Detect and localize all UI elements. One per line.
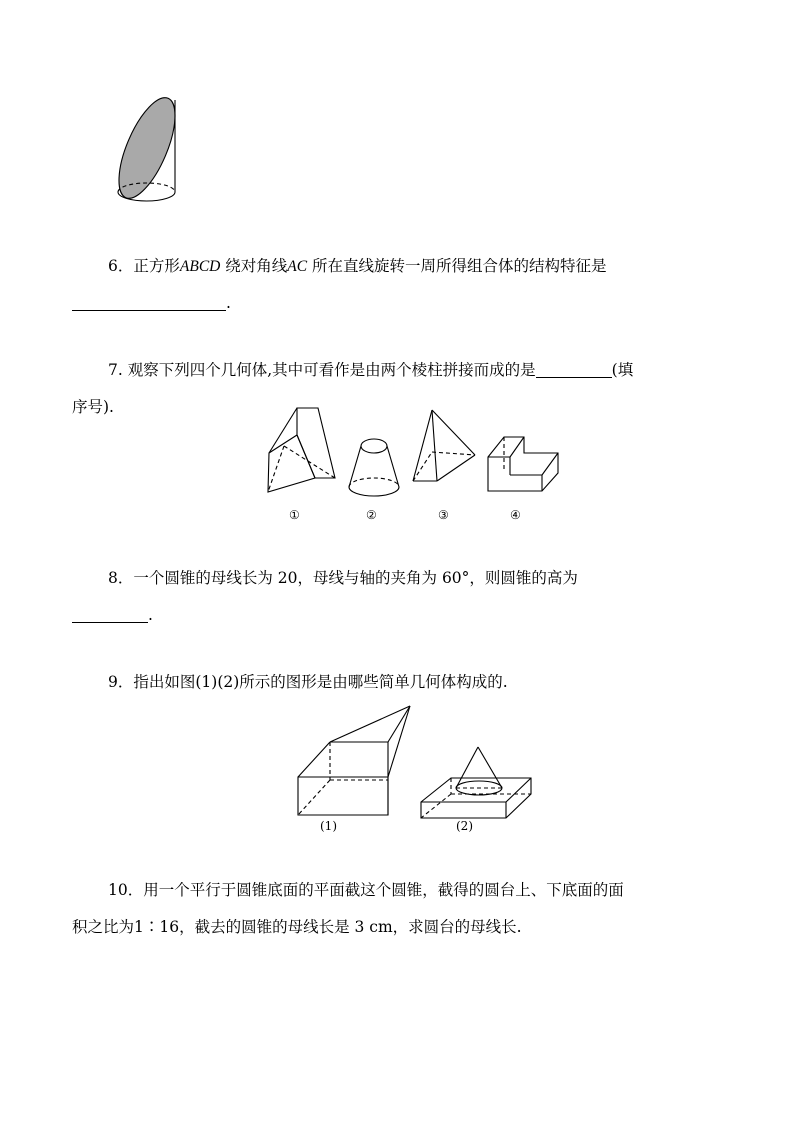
question-7-text-line2: 序号). <box>72 398 114 416</box>
label-solid-2: ② <box>366 508 377 522</box>
question-6-end: . <box>226 294 231 312</box>
question-7-text: 7. 观察下列四个几何体,其中可看作是由两个棱柱拼接而成的是 <box>108 361 536 379</box>
solid-q9-1 <box>298 706 410 815</box>
question-10-text-line1: 10．用一个平行于圆锥底面的平面截这个圆锥，截得的圆台上、下底面的面 <box>108 881 624 899</box>
question-6-text-mid: 绕对角线 <box>220 257 288 275</box>
var-ac: AC <box>287 258 308 275</box>
var-abcd: ABCD <box>179 258 221 275</box>
question-8-end: . <box>148 606 153 624</box>
question-8-text: 8．一个圆锥的母线长为 20，母线与轴的夹角为 60°，则圆锥的高为 <box>108 569 578 587</box>
label-solid-4: ④ <box>510 508 521 522</box>
label-solid-1: ① <box>289 508 300 522</box>
question-10-text-line2: 积之比为1∶16，截去的圆锥的母线长是 3 cm，求圆台的母线长. <box>72 918 522 936</box>
question-6-text-post: 所在直线旋转一周所得组合体的结构特征是 <box>307 257 607 275</box>
label-figure-2: (2) <box>456 819 473 833</box>
question-9-text: 9．指出如图(1)(2)所示的图形是由哪些简单几何体构成的. <box>108 673 508 691</box>
question-7-paren: (填 <box>611 361 634 379</box>
question-10 <box>72 872 722 946</box>
label-solid-3: ③ <box>438 508 449 522</box>
question-6-text-pre: 正方形 <box>133 257 180 275</box>
solid-q9-2 <box>421 747 531 818</box>
question-6-number: 6． <box>108 257 134 275</box>
label-figure-1: (1) <box>320 819 337 833</box>
